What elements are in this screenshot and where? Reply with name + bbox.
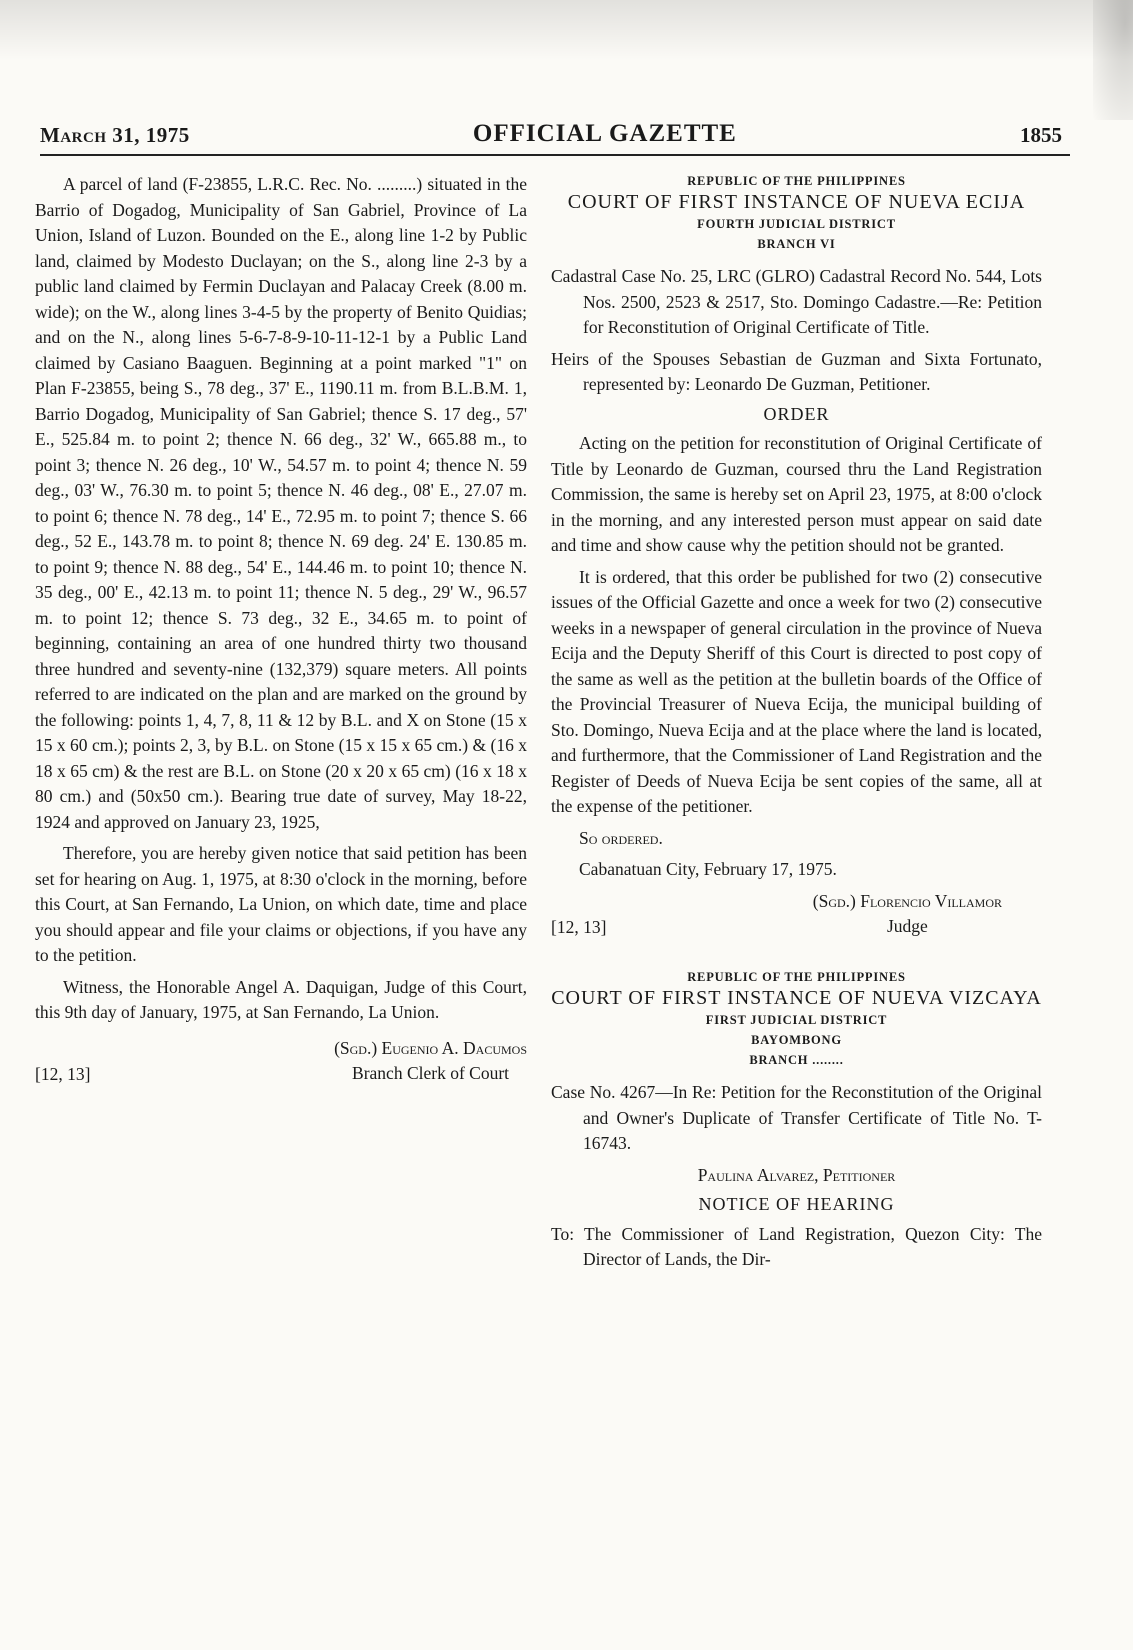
place-heading: BAYOMBONG: [751, 1033, 842, 1047]
right-column: [551, 172, 1042, 1273]
notice-heading: NOTICE OF HEARING: [698, 1194, 895, 1214]
order-heading: ORDER: [763, 403, 830, 424]
addressees: To: The Commissioner of Land Registration, Quezon City: The Director of Lands, the Dir-: [551, 1223, 1042, 1269]
signatory-name: (Sgd.) Florencio Villamor: [812, 890, 1002, 911]
branch-heading: BRANCH VI: [757, 237, 836, 251]
left-column: [35, 172, 527, 1087]
signatory-title: Branch Clerk of Court: [352, 1063, 510, 1083]
issue-reference: [12, 13]: [35, 1063, 91, 1084]
branch-heading: BRANCH ........: [749, 1053, 844, 1067]
hearing-notice-paragraph: Therefore, you are hereby given notice that said petition has been set for hearing on Aug. 1, 1975, at 8:30 o'clock in the morning, before this Court, at San Fernando, La Union, on which date, time and place you should appear and file your claims or objections, if you have any to the petition.: [35, 843, 527, 965]
court-heading: COURT OF FIRST INSTANCE OF NUEVA ECIJA: [567, 191, 1026, 213]
land-description: A parcel of land (F-23855, L.R.C. Rec. No. .........) situated in the Barrio of Dogadog, Municipality of San Gabriel, Province of La Union, Island of Luzon. Bounded on the E., along line 1-2 by Public land, claimed by Modesto Duclayan; on the S., along line 2-3 by a public land claimed by Fermin Duclayan and Palacay Creek (8.00 m. wide); on the W., along lines 3-4-5 by the property of Benito Quidias; and on the N., along lines 5-6-7-8-9-10-11-12-1 by a Public Land claimed by Casiano Baaguen. Beginning at a point marked "1" on Plan F-23855, being S., 78 deg., 37' E., 1190.11 m. from B.L.B.M. 1, Barrio Dogadog, Municipality of San Gabriel; thence S. 17 deg., 57' E., 525.84 m. to point 2; thence N. 66 deg., 32' W., 665.88 m., to point 3; thence N. 26 deg., 10' W., 54.57 m. to point 4; thence N. 59 deg., 03' W., 76.30 m. to point 5; thence N. 46 deg., 08' E., 27.07 m. to point 6; thence N. 78 deg., 14' E., 72.95 m. to point 7; thence S. 66 deg., 52 E., 143.78 m. to point 8; thence N. 69 deg. 24' E. 130.85 m. to point 9; thence N. 88 deg., 54' E., 144.46 m. to point 10; thence N. 35 deg., 00' E., 42.13 m. to point 11; thence N. 5 deg., 29' W., 96.57 m. to point 12; thence S. 73 deg., 32 E., 34.65 m. to point of beginning, containing an area of one hundred thirty two thousand three hundred and seventy-nine (132,379) square meters. All points referred to are indicated on the plan and are marked on the ground by the following: points 1, 4, 7, 8, 11 & 12 by B.L. and X on Stone (15 x 15 x 60 cm.); points 2, 3, by B.L. on Stone (15 x 15 x 65 cm.) & (16 x 18 x 65 cm) & the rest are B.L. on Stone (20 x 20 x 65 cm) (16 x 18 x 80 cm.) and (50x50 cm.). Bearing true date of survey, May 18-22, 1924 and approved on January 23, 1925,: [35, 174, 527, 832]
scan-noise-corner: [1093, 0, 1133, 120]
republic-heading: REPUBLIC OF THE PHILIPPINES: [687, 174, 906, 188]
header-title: OFFICIAL GAZETTE: [472, 120, 737, 147]
district-heading: FOURTH JUDICIAL DISTRICT: [697, 217, 896, 231]
case-caption: Cadastral Case No. 25, LRC (GLRO) Cadastral Record No. 544, Lots Nos. 2500, 2523 & 2517, Sto. Domingo Cadastre.—Re: Petition for Reconstitution of Original Certificate of Title.: [551, 266, 1042, 337]
petitioner: Paulina Alvarez, Petitioner: [697, 1164, 896, 1185]
scan-noise-top: [0, 0, 1133, 60]
case-caption: Case No. 4267—In Re: Petition for the Reconstitution of the Original and Owner's Duplicate of Transfer Certificate of Title No. T-16743.: [551, 1082, 1042, 1153]
issue-reference: [12, 13]: [551, 916, 607, 937]
so-ordered: So ordered.: [579, 827, 663, 848]
order-paragraph-2: It is ordered, that this order be published for two (2) consecutive issues of the Official Gazette and once a week for two (2) consecutive weeks in a newspaper of general circulation in the province of Nueva Ecija and the Deputy Sheriff of this Court is directed to post copy of the same as well as the petition at the bulletin boards of the Office of the Provincial Treasurer of Nueva Ecija, the municipal building of Sto. Domingo, Nueva Ecija and at the place where the land is located, and furthermore, that the Commissioner of Land Registration and the Register of Deeds of Nueva Ecija be sent copies of the same, all at the expense of the petitioner.: [551, 566, 1042, 816]
page-header: [40, 108, 1070, 148]
republic-heading: REPUBLIC OF THE PHILIPPINES: [687, 970, 906, 984]
witness-paragraph: Witness, the Honorable Angel A. Daquigan, Judge of this Court, this 9th day of January, 1975, at San Fernando, La Union.: [35, 976, 527, 1022]
signatory: [334, 1036, 527, 1087]
district-heading: FIRST JUDICIAL DISTRICT: [705, 1013, 888, 1027]
page-number: 1855: [1019, 123, 1062, 147]
place-date: Cabanatuan City, February 17, 1975.: [579, 859, 837, 879]
signature-block: [35, 1036, 527, 1088]
signature-block: [551, 889, 1042, 941]
signatory-title: Judge: [886, 916, 928, 936]
court-heading: COURT OF FIRST INSTANCE OF NUEVA VIZCAYA: [551, 987, 1042, 1009]
header-date: March 31, 1975: [40, 123, 190, 147]
signatory: [813, 889, 1042, 940]
header-rule: [40, 154, 1070, 156]
petitioners: Heirs of the Spouses Sebastian de Guzman and Sixta Fortunato, represented by: Leonardo De Guzman, Petitioner.: [551, 348, 1042, 394]
order-paragraph-1: Acting on the petition for reconstitution of Original Certificate of Title by Leonardo de Guzman, coursed thru the Land Registration Commission, the same is hereby set on April 23, 1975, at 8:00 o'clock in the morning, and any interested person must appear on said date and time and show cause why the petition should not be granted.: [551, 433, 1042, 555]
signatory-name: (Sgd.) Eugenio A. Dacumos: [334, 1037, 527, 1058]
